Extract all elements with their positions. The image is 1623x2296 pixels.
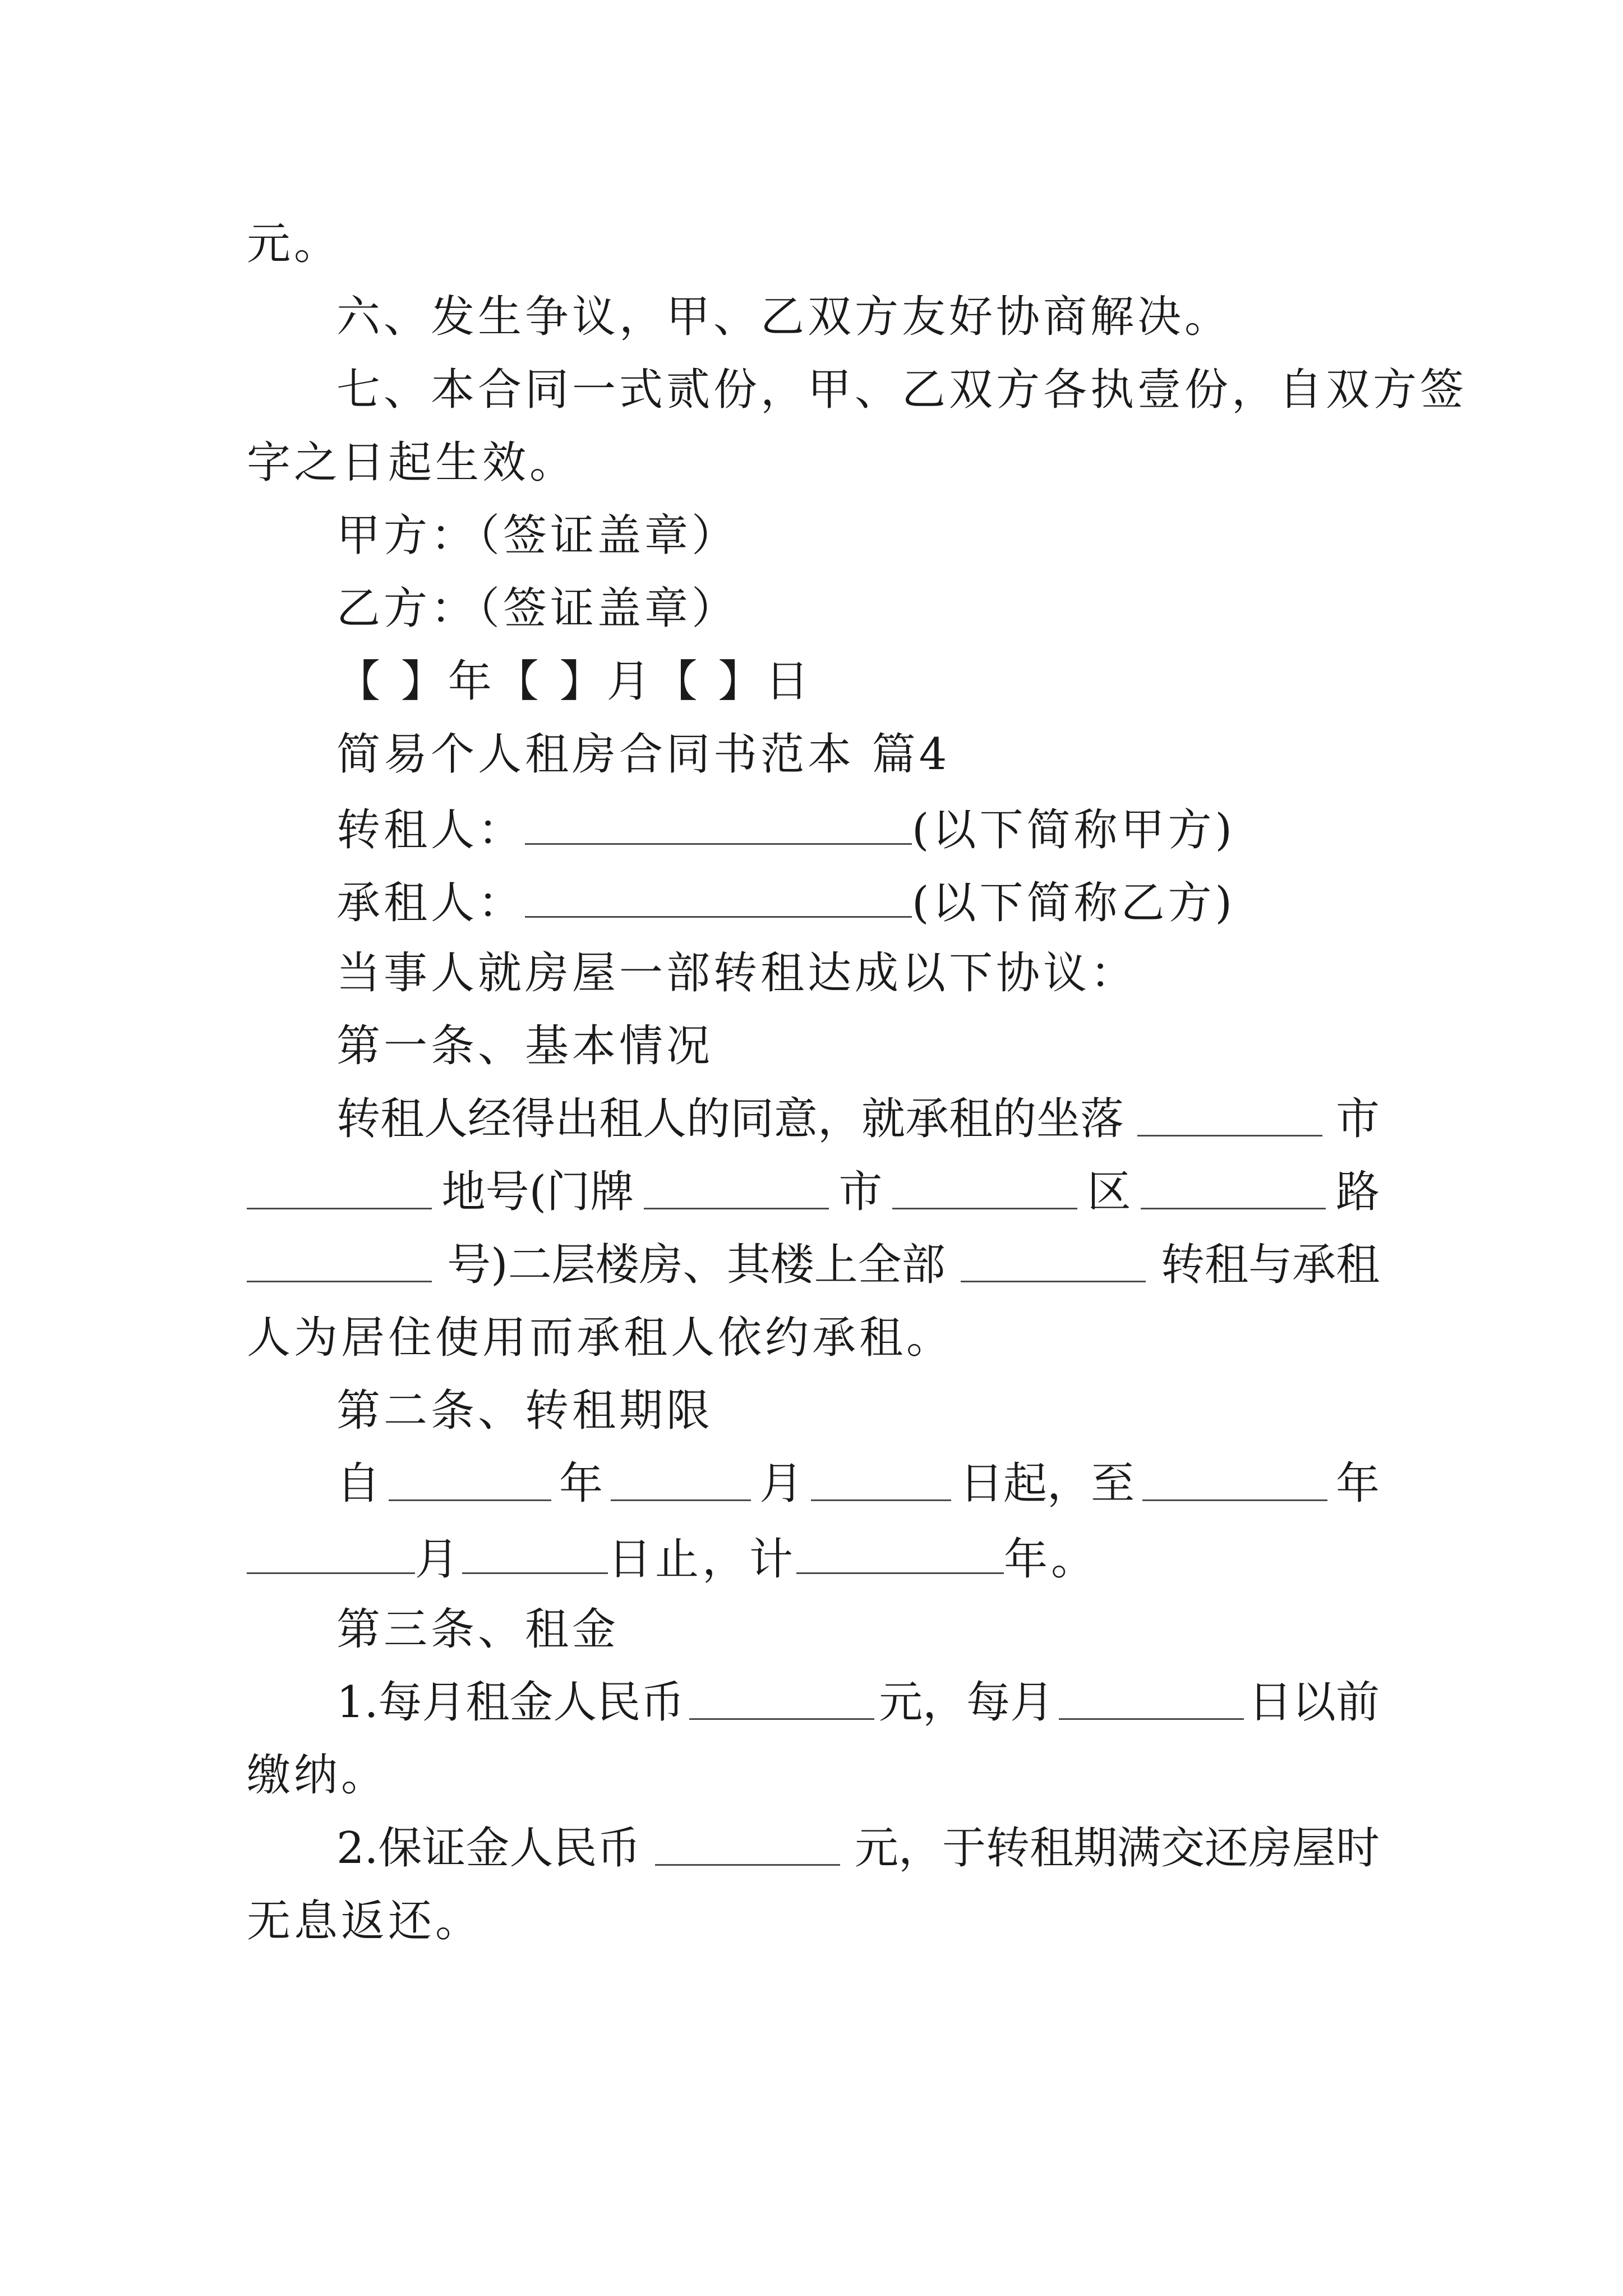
rent-line-cont: 缴纳。 bbox=[247, 1750, 389, 1801]
sublessor-line bbox=[336, 799, 1235, 858]
text-segment: 地号(门牌 bbox=[441, 1167, 634, 1217]
text-segment: 区 bbox=[1087, 1167, 1131, 1217]
text-segment: 日止，计 bbox=[608, 1534, 797, 1585]
rent-day-blank bbox=[1059, 1674, 1244, 1720]
text-segment: 自 bbox=[336, 1458, 381, 1509]
end-year-blank bbox=[1142, 1456, 1327, 1501]
term-line-1 bbox=[336, 1456, 1380, 1512]
end-month-blank bbox=[247, 1529, 415, 1574]
party-a-signature: 甲方：（签证盖章） bbox=[336, 510, 739, 561]
rent-line bbox=[336, 1674, 1380, 1731]
sublessor-note: (以下简称甲方) bbox=[912, 805, 1235, 855]
total-years-blank bbox=[796, 1529, 1004, 1574]
clause-six: 六、发生争议，甲、乙双方友好协商解决。 bbox=[336, 292, 1232, 342]
deposit-line bbox=[336, 1820, 1380, 1876]
district-blank bbox=[1141, 1164, 1326, 1209]
city-blank-2 bbox=[892, 1164, 1077, 1209]
text-segment: 日起，至 bbox=[959, 1458, 1135, 1509]
lot-blank bbox=[247, 1164, 432, 1209]
text-segment: 月 bbox=[759, 1458, 803, 1509]
text-segment: 元，每月 bbox=[879, 1677, 1054, 1728]
term-line-2 bbox=[247, 1529, 1098, 1588]
article-two-heading: 第二条、转租期限 bbox=[336, 1386, 714, 1436]
road-blank bbox=[247, 1237, 432, 1282]
city-blank bbox=[1137, 1091, 1322, 1137]
lessee-line bbox=[336, 872, 1235, 931]
start-year-blank bbox=[389, 1456, 551, 1501]
text-segment: 号)二层楼房、其楼上全部 bbox=[447, 1240, 946, 1290]
rent-amount-blank bbox=[689, 1674, 874, 1720]
text-line: 元。 bbox=[247, 219, 342, 269]
deposit-line-cont: 无息返还。 bbox=[247, 1896, 483, 1947]
text-segment: 转租与承租 bbox=[1160, 1240, 1380, 1290]
article-one-line-3 bbox=[247, 1237, 1380, 1293]
text-segment: 元，于转租期满交还房屋时 bbox=[854, 1823, 1380, 1874]
text-segment: 年 bbox=[1335, 1458, 1380, 1509]
deposit-amount-blank bbox=[655, 1820, 840, 1866]
lessee-label: 承租人： bbox=[336, 878, 525, 928]
section-title: 简易个人租房合同书范本 篇4 bbox=[336, 729, 951, 780]
lessee-blank bbox=[525, 872, 912, 918]
clause-seven-cont: 字之日起生效。 bbox=[247, 438, 577, 488]
article-one-line-2 bbox=[247, 1164, 1380, 1220]
clause-seven: 七、本合同一式贰份，甲、乙双方各执壹份，自双方签 bbox=[336, 365, 1468, 415]
text-segment: 1.每月租金人民币 bbox=[336, 1677, 685, 1728]
sublessor-blank bbox=[525, 799, 912, 845]
date-line: 【 】年【 】月【 】日 bbox=[336, 656, 813, 707]
article-three-heading: 第三条、租金 bbox=[336, 1604, 620, 1655]
article-one-heading: 第一条、基本情况 bbox=[336, 1021, 714, 1071]
doorplate-blank bbox=[644, 1164, 829, 1209]
text-segment: 年。 bbox=[1004, 1534, 1099, 1585]
lessee-note: (以下简称乙方) bbox=[912, 878, 1235, 928]
text-segment: 日以前 bbox=[1248, 1677, 1380, 1728]
agreement-intro: 当事人就房屋一部转租达成以下协议： bbox=[336, 948, 1138, 999]
text-segment: 2.保证金人民币 bbox=[336, 1823, 641, 1874]
area-blank bbox=[961, 1237, 1146, 1282]
text-segment: 路 bbox=[1335, 1167, 1380, 1217]
article-one-line-1 bbox=[336, 1091, 1380, 1147]
text-segment: 年 bbox=[559, 1458, 603, 1509]
text-segment: 月 bbox=[415, 1534, 463, 1585]
start-month-blank bbox=[611, 1456, 751, 1501]
sublessor-label: 转租人： bbox=[336, 805, 525, 855]
text-segment: 市 bbox=[838, 1167, 883, 1217]
article-one-line-4: 人为居住使用而承租人依约承租。 bbox=[247, 1313, 954, 1363]
end-day-blank bbox=[462, 1529, 608, 1574]
text-segment: 市 bbox=[1335, 1094, 1380, 1144]
party-b-signature: 乙方：（签证盖章） bbox=[336, 583, 739, 634]
start-day-blank bbox=[811, 1456, 951, 1501]
text-segment: 转租人经得出租人的同意，就承租的坐落 bbox=[336, 1094, 1124, 1144]
